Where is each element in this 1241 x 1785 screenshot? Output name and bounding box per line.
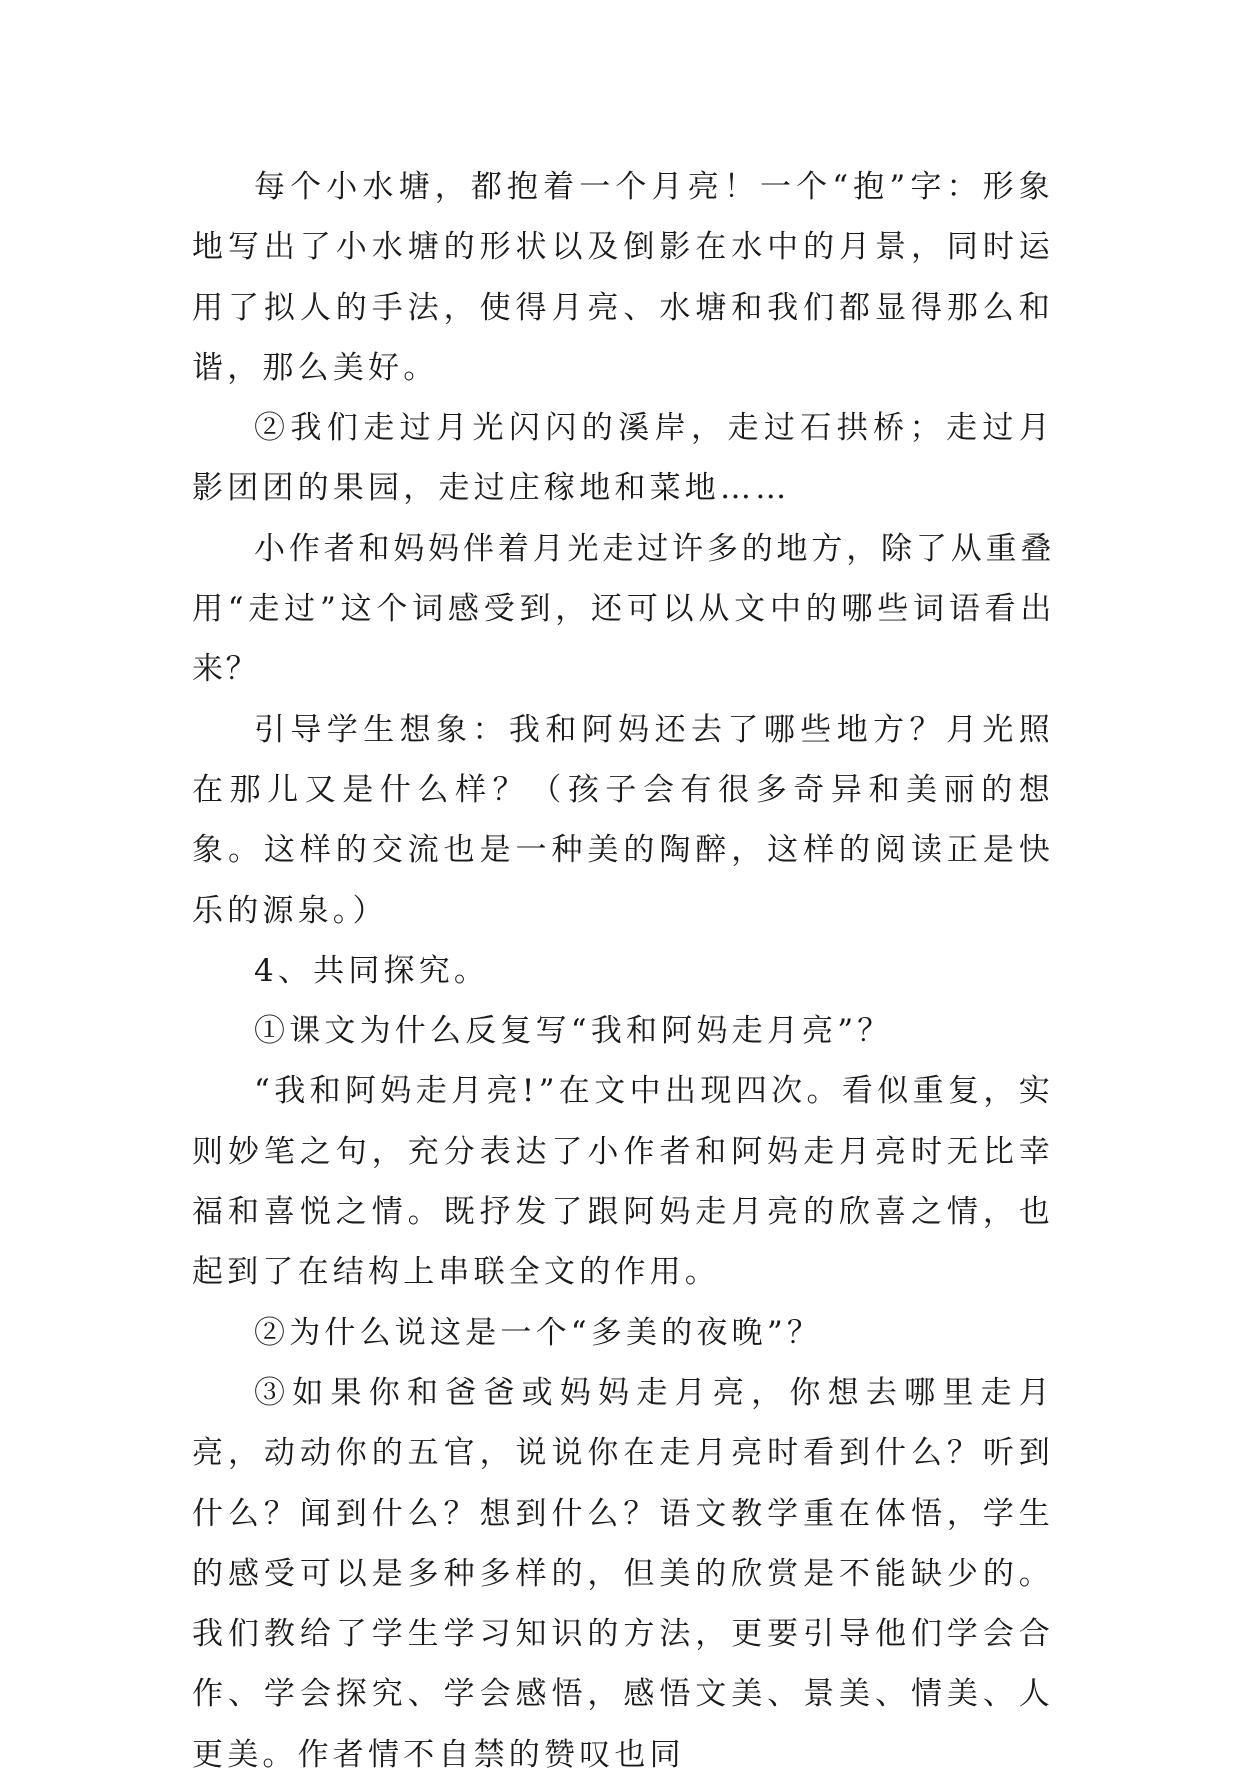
paragraph-five-senses: ③如果你和爸爸或妈妈走月亮，你想去哪里走月亮，动动你的五官，说说你在走月亮时看到什么？听到什么？闻到什么？想到什么？语文教学重在体悟，学生的感受可以是多种多样的，但美的欣赏是不能缺少的。我们教给了学生学习知识的方法，更要引导他们学会合作、学会探究、学会感悟，感悟文美、景美、情美、人更美。作者情不自禁的赞叹也同 xyxy=(192,1374,1054,1773)
question-beautiful-night: ②为什么说这是一个“多美的夜晚”？ xyxy=(254,1314,823,1351)
section-heading-explore: 4、共同探究。 xyxy=(254,952,490,989)
paragraph-pond-moon: 每个小水塘，都抱着一个月亮！一个“抱”字：形象地写出了小水塘的形状以及倒影在水中的月景，同时运用了拟人的手法，使得月亮、水塘和我们都显得那么和谐，那么美好。 xyxy=(192,169,1054,386)
paragraph-walk-question: 小作者和妈妈伴着月光走过许多的地方，除了从重叠用“走过”这个词感受到，还可以从文中的哪些词语看出来？ xyxy=(192,530,1054,688)
paragraph-imagine: 引导学生想象：我和阿妈还去了哪些地方？月光照在那儿又是什么样？（孩子会有很多奇异和美丽的想象。这样的交流也是一种美的陶醉，这样的阅读正是快乐的源泉。） xyxy=(192,711,1054,929)
paragraph-walk-places: ②我们走过月光闪闪的溪岸，走过石拱桥；走过月影团团的果园，走过庄稼地和菜地…… xyxy=(192,410,1054,507)
question-repetition: ①课文为什么反复写“我和阿妈走月亮”？ xyxy=(254,1013,893,1050)
paragraph-repetition-answer: “我和阿妈走月亮!”在文中出现四次。看似重复，实则妙笔之句，充分表达了小作者和阿妈走月亮时无比幸福和喜悦之情。既抒发了跟阿妈走月亮的欣喜之情，也起到了在结构上串联全文的作用。 xyxy=(192,1073,1054,1291)
document-body xyxy=(192,157,1054,1785)
